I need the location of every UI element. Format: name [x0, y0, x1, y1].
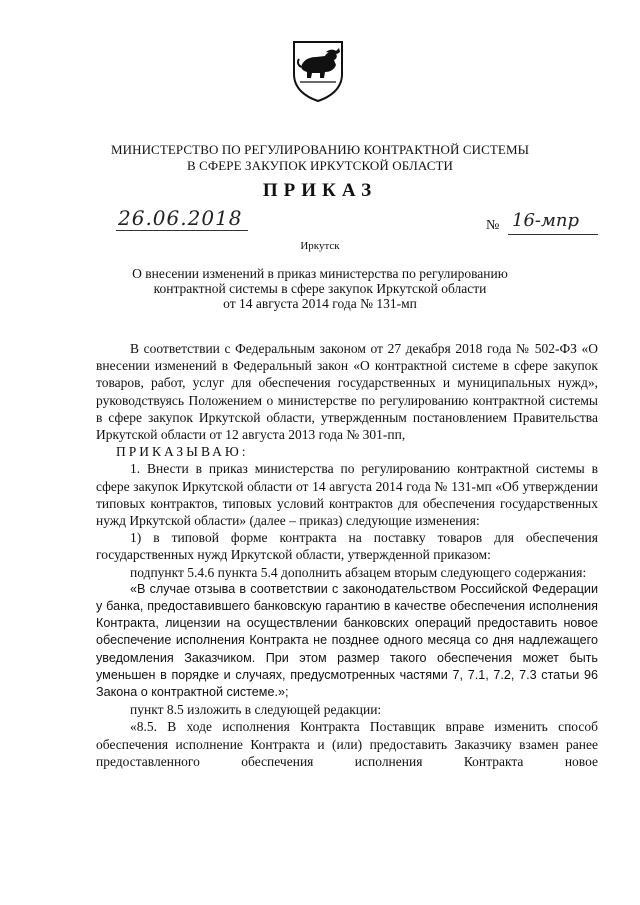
order-number-handwritten: 16-мпр	[512, 210, 580, 231]
date-underline	[116, 230, 248, 231]
subject-line3: от 14 августа 2014 года № 131-мп	[223, 296, 417, 311]
order-number-label: №	[486, 218, 500, 233]
subject-line1: О внесении изменений в приказ министерства по регулированию	[132, 266, 508, 281]
order-body	[96, 340, 598, 770]
quote-8-5-paragraph: «8.5. В ходе исполнения Контракта Поставщик вправе изменить способ обеспечения исполнение Контракта и (или) предоставить Заказчику взамен ранее предоставленного обеспечения исполнения Контракта новое	[96, 719, 598, 769]
order-title: ПРИКАЗ	[262, 180, 378, 201]
prikazyvayu-heading: ПРИКАЗЫВАЮ:	[116, 444, 249, 460]
item-1-paragraph: 1. Внести в приказ министерства по регулированию контрактной системы в сфере закупок Иркутской области от 14 августа 2014 года № 131-мп «Об утверждении типовых контрактов, типовых условий контрактов для обеспечения государственных нужд Иркутской области» (далее – приказ) следующие изменения:	[96, 461, 598, 529]
preamble-paragraph: В соответствии с Федеральным законом от 27 декабря 2018 года № 502-ФЗ «О внесении изменений в Федеральный закон «О контрактной системе в сфере закупок товаров, работ, услуг для обеспечения государственных и муниципальных нужд», руководствуясь Положением о министерстве по регулированию контрактной системы в сфере закупок Иркутской области, утвержденным постановлением Правительства Иркутской области от 12 августа 2013 года № 301-пп,	[96, 341, 598, 443]
subpoint-5-4-6-paragraph: подпункт 5.4.6 пункта 5.4 дополнить абзацем вторым следующего содержания:	[130, 564, 587, 580]
number-underline	[508, 234, 598, 235]
ministry-name-line2: В СФЕРЕ ЗАКУПОК ИРКУТСКОЙ ОБЛАСТИ	[186, 158, 454, 173]
subject-line2: контрактной системы в сфере закупок Иркутской области	[153, 281, 487, 296]
quote-5-4-6-paragraph: «В случае отзыва в соответствии с законодательством Российской Федерации у банка, предоставившего банковскую гарантию в качестве обеспечения исполнения Контракта, лицензии на осуществлении банковских операций предоставить новое обеспечение исполнения Контракта не позднее одного месяца со дня надлежащего уведомления Заказчиком. При этом размер такого обеспечения может быть уменьшен в порядке и случаях, предусмотренных частями 7, 7.1, 7.2, 7.3 статьи 96 Закона о контрактной системе.»;	[96, 581, 598, 700]
subitem-1-paragraph: 1) в типовой форме контракта на поставку товаров для обеспечения государственных нужд Иркутской области, утвержденной приказом:	[96, 530, 598, 563]
ministry-name	[0, 142, 640, 174]
order-date-handwritten: 26.06.2018	[118, 206, 243, 230]
point-8-5-paragraph: пункт 8.5 изложить в следующей редакции:	[130, 702, 382, 718]
irkutsk-coat-of-arms-icon	[292, 40, 344, 102]
city-name: Иркутск	[300, 240, 340, 252]
order-subject	[0, 266, 640, 311]
ministry-name-line1: МИНИСТЕРСТВО ПО РЕГУЛИРОВАНИЮ КОНТРАКТНОЙ СИСТЕМЫ	[110, 142, 530, 157]
